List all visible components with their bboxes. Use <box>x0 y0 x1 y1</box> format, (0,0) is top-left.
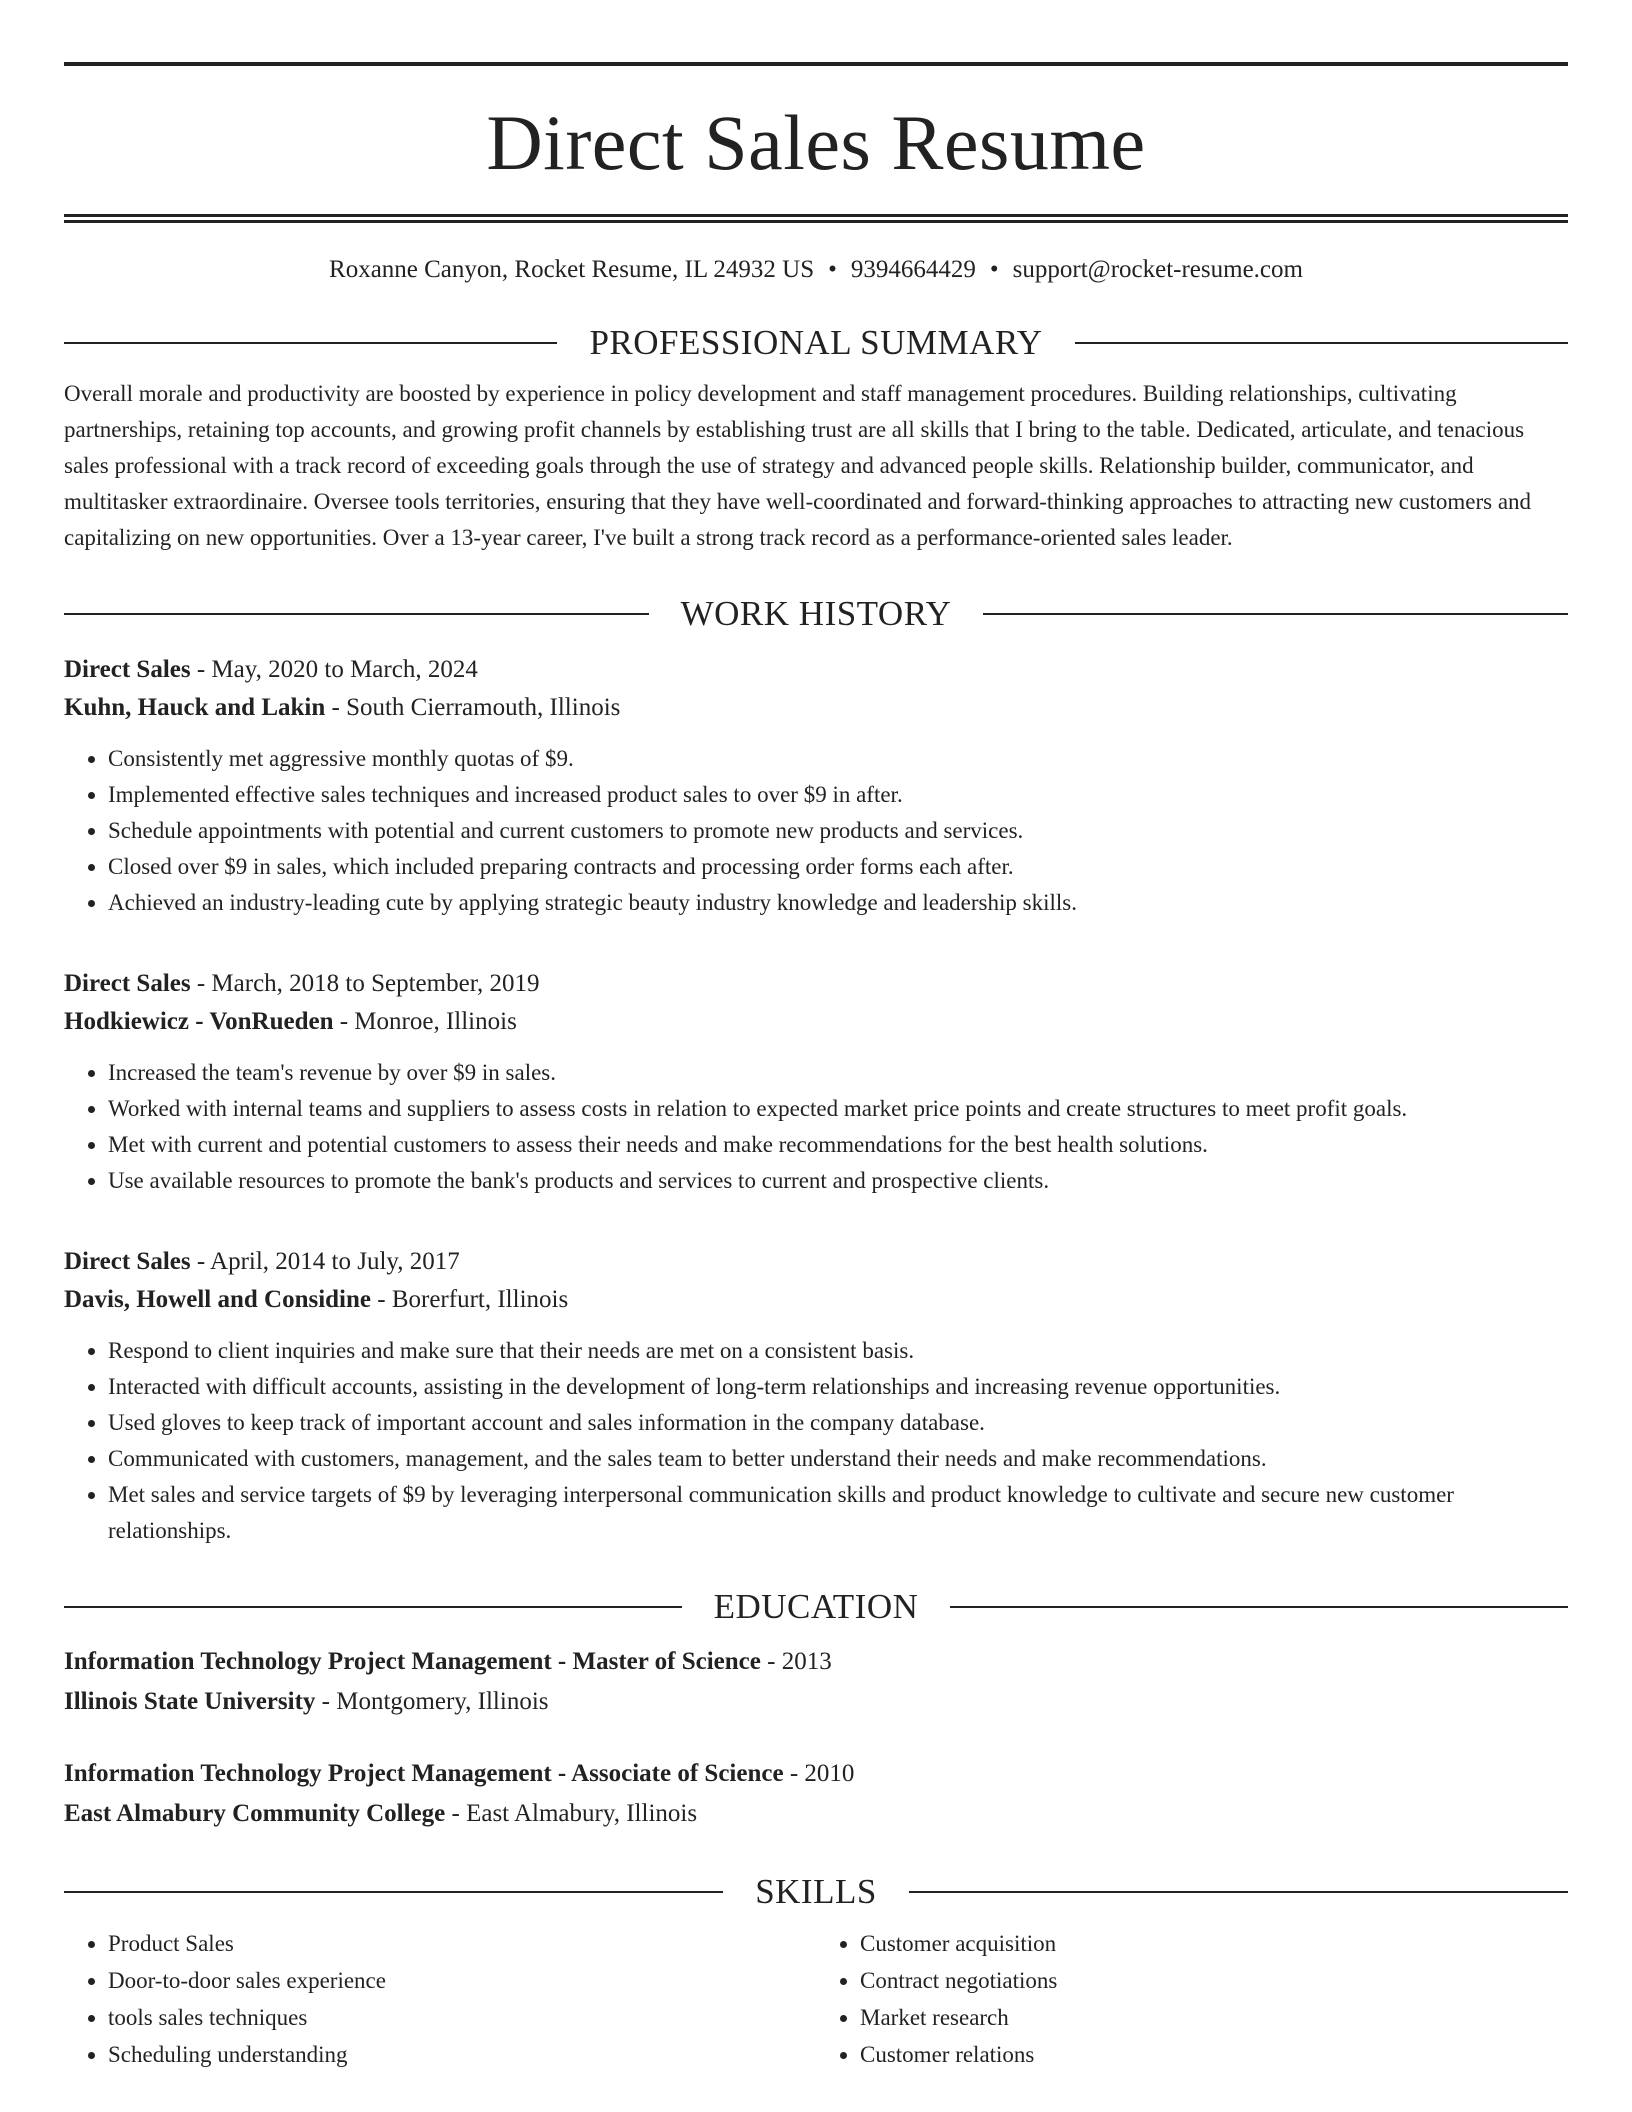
heading-rule-left <box>64 613 649 615</box>
skills-columns <box>64 1925 1568 2073</box>
contact-line <box>64 255 1568 285</box>
job-entry <box>64 1243 1568 1549</box>
skill-item: • Customer relations <box>860 2036 1568 2073</box>
job-bullets <box>64 1055 1568 1199</box>
skill-item: • tools sales techniques <box>108 1999 816 2036</box>
job-entry <box>64 965 1568 1199</box>
job-dates: - March, 2018 to September, 2019 <box>190 970 540 997</box>
skills-heading-label: SKILLS <box>755 1872 877 1911</box>
heading-rule-left <box>64 1606 682 1608</box>
job-bullet: • Met sales and service targets of $9 by leveraging interpersonal communication skills and product knowledge to cultivate and secure new customer relationships. <box>108 1477 1568 1549</box>
job-dates: - May, 2020 to March, 2024 <box>190 656 478 683</box>
education-entry <box>64 1754 1568 1834</box>
education-school: Illinois State University <box>64 1688 316 1715</box>
job-entry <box>64 651 1568 921</box>
education-location: - East Almabury, Illinois <box>445 1800 698 1827</box>
job-company-line <box>64 689 1568 727</box>
job-title: Direct Sales <box>64 1248 191 1275</box>
job-bullet: • Achieved an industry-leading cute by applying strategic beauty industry knowledge and leadership skills. <box>108 885 1568 921</box>
education-entry <box>64 1642 1568 1722</box>
job-company-line <box>64 1003 1568 1041</box>
education-school: East Almabury Community College <box>64 1800 446 1827</box>
job-company: Kuhn, Hauck and Lakin <box>64 694 326 721</box>
job-bullet: • Used gloves to keep track of important account and sales information in the company database. <box>108 1405 1568 1441</box>
heading-rule-right <box>1075 342 1568 344</box>
job-bullet: • Increased the team's revenue by over $9 in sales. <box>108 1055 1568 1091</box>
contact-email: support@rocket-resume.com <box>1012 256 1303 283</box>
education-degree-line <box>64 1642 1568 1682</box>
heading-rule-right <box>950 1606 1568 1608</box>
education-year: - 2010 <box>783 1760 855 1787</box>
skills-heading <box>64 1874 1568 1909</box>
contact-address: Roxanne Canyon, Rocket Resume, IL 24932 US <box>329 256 815 283</box>
job-bullet: • Met with current and potential customers to assess their needs and make recommendations for the best health solutions. <box>108 1127 1568 1163</box>
skill-item: • Customer acquisition <box>860 1925 1568 1962</box>
education-location: - Montgomery, Illinois <box>315 1688 549 1715</box>
job-title-line <box>64 965 1568 1003</box>
heading-rule-right <box>909 1891 1568 1893</box>
education-school-line <box>64 1682 1568 1722</box>
job-title-line <box>64 651 1568 689</box>
heading-rule-left <box>64 342 557 344</box>
education-degree: Information Technology Project Management - Associate of Science <box>64 1760 784 1787</box>
job-bullet: • Respond to client inquiries and make sure that their needs are met on a consistent basis. <box>108 1333 1568 1369</box>
heading-rule-left <box>64 1891 723 1893</box>
job-company-line <box>64 1281 1568 1319</box>
skill-item: • Scheduling understanding <box>108 2036 816 2073</box>
title-double-rule <box>64 214 1568 223</box>
job-title: Direct Sales <box>64 656 191 683</box>
contact-phone: 9394664429 <box>850 256 976 283</box>
job-bullet: • Consistently met aggressive monthly quotas of $9. <box>108 741 1568 777</box>
skill-item: • Door-to-door sales experience <box>108 1962 816 1999</box>
job-title-line <box>64 1243 1568 1281</box>
contact-separator: • <box>989 256 999 283</box>
job-dates: - April, 2014 to July, 2017 <box>190 1248 460 1275</box>
summary-heading <box>64 325 1568 360</box>
education-year: - 2013 <box>760 1648 832 1675</box>
work-history-heading-label: WORK HISTORY <box>680 594 952 633</box>
education-degree-line <box>64 1754 1568 1794</box>
job-bullet: • Use available resources to promote the bank's products and services to current and prospective clients. <box>108 1163 1568 1199</box>
work-history-heading <box>64 596 1568 631</box>
skills-list-right <box>816 1925 1568 2073</box>
contact-separator: • <box>828 256 837 283</box>
education-heading <box>64 1589 1568 1624</box>
job-title: Direct Sales <box>64 970 191 997</box>
education-degree: Information Technology Project Management - Master of Science <box>64 1648 761 1675</box>
skill-item: • Product Sales <box>108 1925 816 1962</box>
skill-item: • Market research <box>860 1999 1568 2036</box>
job-bullet: • Communicated with customers, management, and the sales team to better understand their needs and make recommendations. <box>108 1441 1568 1477</box>
heading-rule-right <box>983 613 1568 615</box>
job-location: - South Cierramouth, Illinois <box>325 694 621 721</box>
job-bullet: • Closed over $9 in sales, which included preparing contracts and processing order forms each after. <box>108 849 1568 885</box>
job-company: Hodkiewicz - VonRueden <box>64 1008 334 1035</box>
job-location: - Monroe, Illinois <box>333 1008 517 1035</box>
summary-text: Overall morale and productivity are boosted by experience in policy development and staff management procedures. Building relationships, cultivating partnerships, retaining top accounts, and growing profit channels by establishing trust are all skills that I bring to the table. Dedicated, articulate, and tenacious sales professional with a track record of exceeding goals through the use of strategy and advanced people skills. Relationship builder, communicator, and multitasker extraordinaire. Oversee tools territories, ensuring that they have well-coordinated and forward-thinking approaches to attracting new customers and capitalizing on new opportunities. Over a 13-year career, I've built a strong track record as a performance-oriented sales leader. <box>64 381 1532 550</box>
job-bullet: • Interacted with difficult accounts, assisting in the development of long-term relationships and increasing revenue opportunities. <box>108 1369 1568 1405</box>
top-rule <box>64 62 1568 66</box>
job-bullets <box>64 741 1568 921</box>
job-bullet: • Implemented effective sales techniques and increased product sales to over $9 in after. <box>108 777 1568 813</box>
resume-page <box>64 0 1568 2073</box>
job-company: Davis, Howell and Considine <box>64 1286 372 1313</box>
job-bullet: • Schedule appointments with potential and current customers to promote new products and services. <box>108 813 1568 849</box>
skill-item: • Contract negotiations <box>860 1962 1568 1999</box>
job-bullets <box>64 1333 1568 1549</box>
education-heading-label: EDUCATION <box>713 1587 919 1626</box>
job-bullet: • Worked with internal teams and suppliers to assess costs in relation to expected market price points and create structures to meet profit goals. <box>108 1091 1568 1127</box>
skills-list-left <box>64 1925 816 2073</box>
page-title: Direct Sales Resume <box>486 99 1146 186</box>
summary-heading-label: PROFESSIONAL SUMMARY <box>589 323 1043 362</box>
job-location: - Borerfurt, Illinois <box>371 1286 569 1313</box>
education-school-line <box>64 1794 1568 1834</box>
